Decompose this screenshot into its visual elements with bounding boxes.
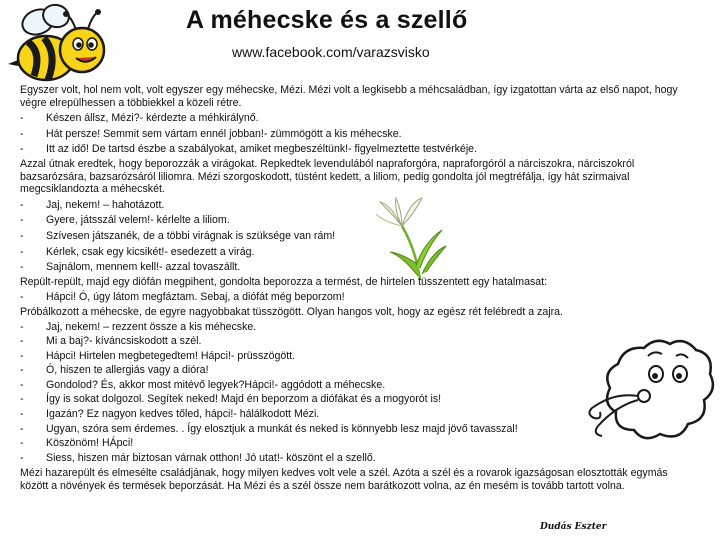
dialogue-line: - Hápci! Hirtelen megbetegedtem! Hápci!- prüsszögött. [20,349,296,362]
page-title: A méhecske és a szellő [186,6,468,34]
bee-icon [2,2,114,88]
dialogue-line: - Így is sokat dolgozol. Segítek neked! Majd én beporzom a diófákat és a mogyorót is! [20,393,442,406]
story-paragraph: Azzal útnak eredtek, hogy beporozzák a virágokat. Repkedtek levendulából napraforgóra, napraforgóról a nárciszokra, nárciszokról bazsarózsára, bazsarózsáról liliomra. Mézi szorgoskodott, tüstént kedett, a liliom, pedig gondolta jól megtréfálja, így hát szirmaival megcsiklandozta a méhecskét. [20,157,635,196]
dialogue-line: - Kérlek, csak egy kicsikét!- esedezett a virág. [20,245,255,258]
dialogue-line: - Jaj, nekem! – hahotázott. [20,198,165,211]
dialogue-line: - Sajnálom, mennem kell!- azzal tovaszállt. [20,261,241,274]
dialogue-line: - Gyere, játsszál velem!- kérlelte a liliom. [20,214,230,227]
dialogue-line: - Hát persze! Semmit sem vártam ennél jobban!- zümmögött a kis méhecske. [20,127,402,140]
source-url: www.facebook.com/varazsvisko [232,44,430,60]
dialogue-line: - Igazán? Ez nagyon kedves tőled, hápci!- hálálkodott Mézi. [20,408,320,421]
dialogue-line: - Szívesen játszanék, de a többi virágnak is szüksége van rám! [20,229,336,242]
dialogue-line: - Mi a baj?- kíváncsiskodott a szél. [20,335,202,348]
dialogue-line: - Ugyan, szóra sem érdemes. . Így elosztjuk a munkát és neked is könnyebb lesz majd jövő tavasszal! [20,422,518,435]
dialogue-line: - Gondolod? És, akkor most mitévő legyek?Hápci!- aggódott a méhecske. [20,378,386,391]
dialogue-line: - Készen állsz, Mézi?- kérdezte a méhkirálynő. [20,112,259,125]
dialogue-line: - Hápci! Ó, úgy látom megfáztam. Sebaj, a diófát még beporzom! [20,291,345,304]
story-paragraph: Egyszer volt, hol nem volt, volt egyszer egy méhecske, Mézi. Mézi volt a legkisebb a méhcsaládban, így izgatottan várta az első napot, hogy végre elrepülhessen a többiekkel a közeli rétre. [20,84,678,109]
story-paragraph: Repült-repült, majd egy diófán megpihent, gondolta beporozza a termést, de hirtelen tüsszentett egy hatalmasat: [20,275,548,288]
dialogue-line: - Siess, hiszen már biztosan várnak otthon! Jó utat!- köszönt el a szellő. [20,451,376,464]
dialogue-line: - Jaj, nekem! – rezzent össze a kis méhecske. [20,320,257,333]
dialogue-line: - Köszönöm! HÁpci! [20,437,134,450]
dialogue-line: - Ó, hiszen te allergiás vagy a dióra! [20,364,209,377]
story-paragraph: Mézi hazarepült és elmesélte családjának, hogy milyen kedves volt vele a szél. Azóta a szél és a rovarok igazságosan elosztották egymás között a növények és termések beporzását. Ha Mézi és a szél össze nem barátkozott volna, az én mesém is tovább tartott volna. [20,467,668,493]
dialogue-line: - Itt az idő! De tartsd észbe a szabályokat, amiket megbeszéltünk!- figyelmeztette testvérkéje. [20,143,478,156]
story-text [20,84,680,493]
story-paragraph: Próbálkozott a méhecske, de egyre nagyobbakat tüsszögött. Olyan hangos volt, hogy az egész rét felébredt a zajra. [20,305,563,318]
author-signature: Dudás Eszter [540,522,607,532]
